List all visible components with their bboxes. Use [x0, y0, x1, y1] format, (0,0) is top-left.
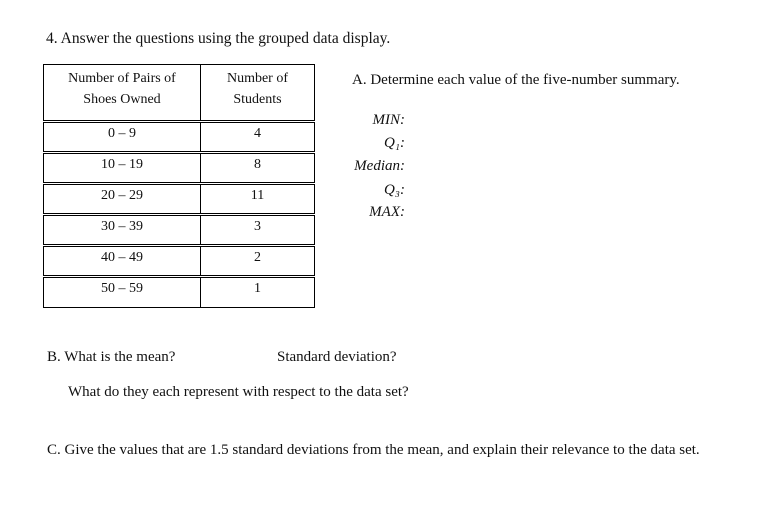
count-cell: 1 — [201, 277, 315, 308]
table-row — [44, 246, 315, 277]
count-cell: 3 — [201, 215, 315, 246]
five-number-label-q3: Q₃: — [383, 182, 405, 198]
table-row — [44, 215, 315, 246]
range-cell: 10 – 19 — [44, 153, 201, 184]
part-b-sd-prompt: Standard deviation? — [277, 349, 397, 365]
header-line: Number of — [226, 71, 289, 86]
question-title: 4. Answer the questions using the grouped data display. — [46, 30, 391, 47]
table-row — [44, 277, 315, 308]
five-number-label-q1: Q₁: — [383, 135, 405, 151]
table-row — [44, 184, 315, 215]
count-cell: 8 — [201, 153, 315, 184]
count-cell: 2 — [201, 246, 315, 277]
count-cell: 11 — [201, 184, 315, 215]
table-row — [44, 122, 315, 153]
part-c-prompt: C. Give the values that are 1.5 standard deviations from the mean, and explain their relevance to the data set. — [47, 442, 700, 458]
header-line: Number of Pairs of — [68, 71, 176, 86]
header-pairs-of-shoes — [44, 65, 201, 122]
part-a-prompt: A. Determine each value of the five-number summary. — [352, 72, 680, 88]
range-cell: 50 – 59 — [44, 277, 201, 308]
five-number-label-min: MIN: — [372, 112, 405, 128]
range-cell: 0 – 9 — [44, 122, 201, 153]
header-line: Students — [233, 92, 282, 107]
part-b-followup: What do they each represent with respect to the data set? — [68, 384, 409, 400]
five-number-label-max: MAX: — [369, 204, 405, 220]
header-number-of-students — [201, 65, 315, 122]
range-cell: 20 – 29 — [44, 184, 201, 215]
table-row — [44, 153, 315, 184]
five-number-label-median: Median: — [354, 158, 405, 174]
count-cell: 4 — [201, 122, 315, 153]
range-cell: 40 – 49 — [44, 246, 201, 277]
part-b-prompt: B. What is the mean? — [47, 349, 176, 365]
header-line: Shoes Owned — [83, 92, 161, 107]
range-cell: 30 – 39 — [44, 215, 201, 246]
table-header-row — [44, 65, 315, 122]
grouped-data-table — [43, 64, 315, 308]
